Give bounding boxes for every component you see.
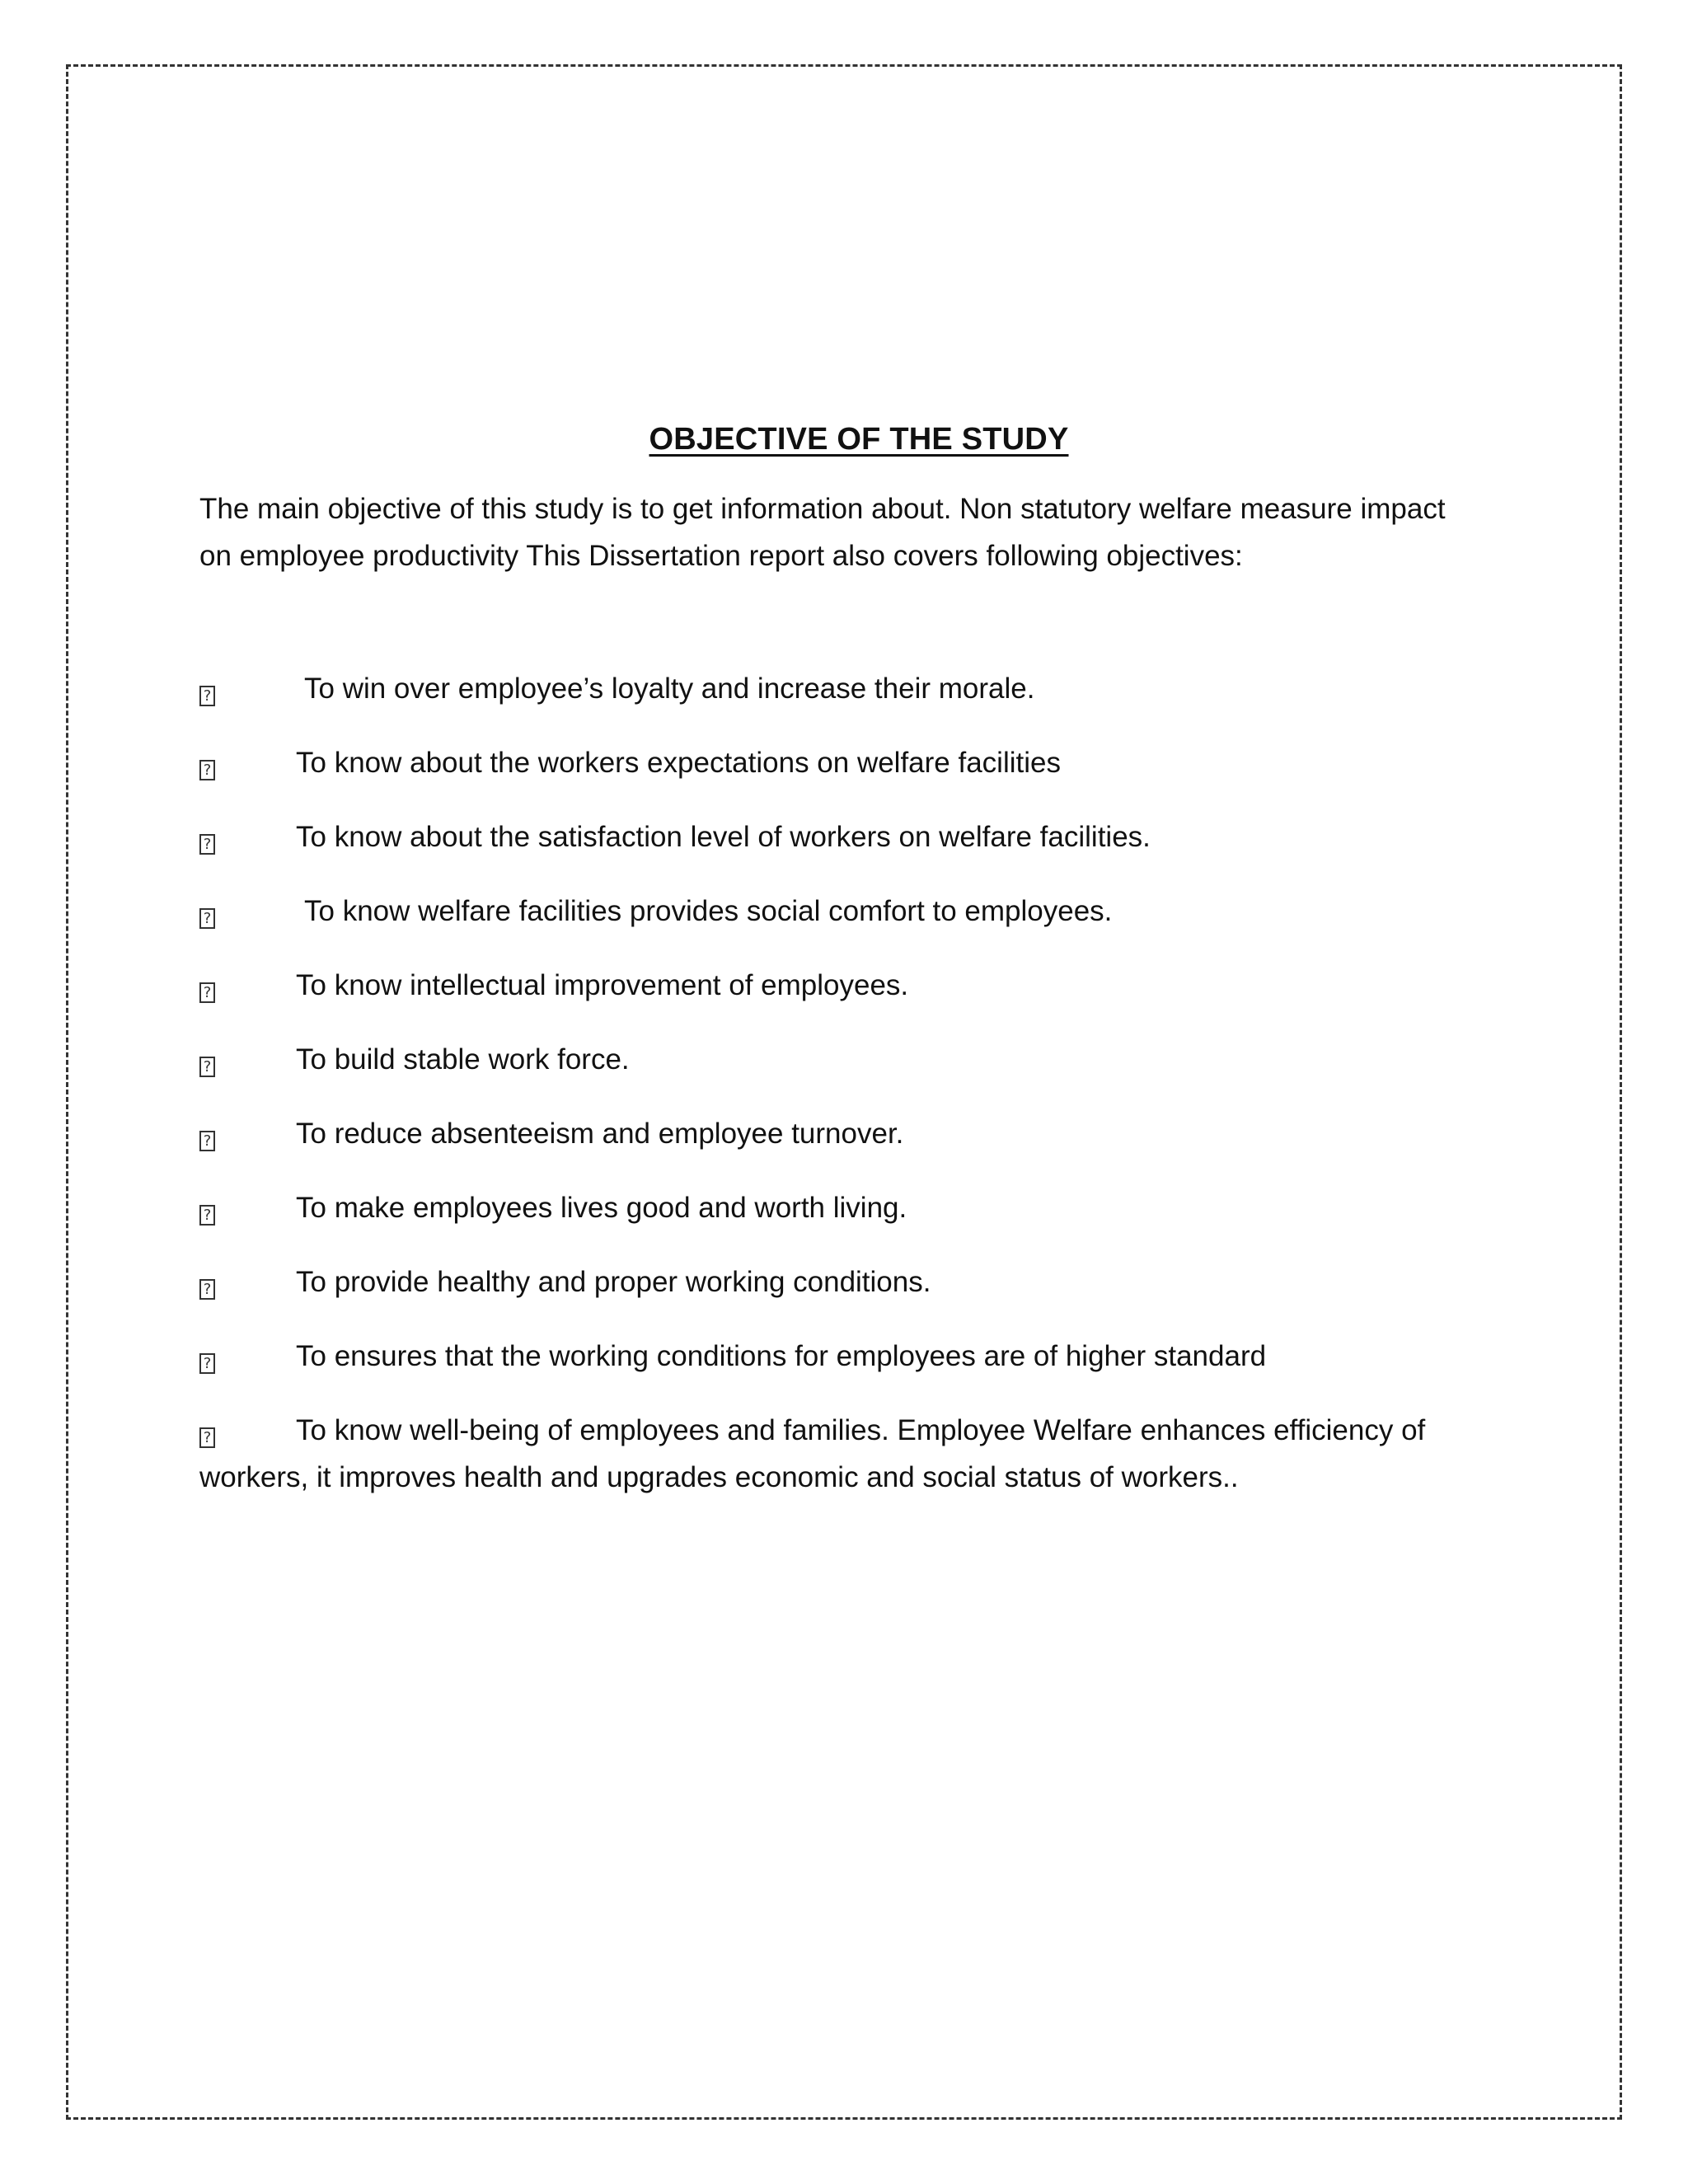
objective-text: To win over employee’s loyalty and increase their morale. [304, 673, 1035, 705]
list-item [199, 1110, 1518, 1157]
list-item [199, 1258, 1518, 1305]
missing-glyph-icon: ? [199, 1205, 215, 1226]
missing-glyph-icon: ? [199, 1353, 215, 1374]
missing-glyph-icon: ? [199, 982, 215, 1003]
objective-text: To build stable work force. [296, 1043, 630, 1076]
objective-text: To make employees lives good and worth living. [296, 1192, 907, 1224]
objective-text: To provide healthy and proper working conditions. [296, 1266, 931, 1298]
document-body [199, 422, 1518, 1528]
missing-glyph-icon: ? [199, 1427, 215, 1448]
list-item [199, 1184, 1518, 1231]
missing-glyph-icon: ? [199, 1057, 215, 1077]
objective-text: To know about the satisfaction level of workers on welfare facilities. [296, 821, 1151, 853]
objective-text: To ensures that the working conditions for employees are of higher standard [296, 1340, 1267, 1372]
list-item [199, 888, 1518, 935]
missing-glyph-icon: ? [199, 686, 215, 706]
list-item [199, 1407, 1502, 1501]
objectives-list [199, 665, 1518, 1501]
objective-text: To know intellectual improvement of employees. [296, 969, 909, 1001]
page-title: OBJECTIVE OF THE STUDY [649, 422, 1069, 457]
intro-paragraph: The main objective of this study is to get information about. Non statutory welfare measure impact on employee productivity This Dissertation report also covers following objectives: [199, 493, 1446, 572]
objective-text: To know well-being of employees and families. Employee Welfare enhances efficiency of workers, it improves health and upgrades economic and social status of workers.. [199, 1414, 1426, 1493]
missing-glyph-icon: ? [199, 1279, 215, 1300]
list-item [199, 739, 1518, 786]
list-item [199, 1333, 1518, 1380]
list-item [199, 962, 1518, 1009]
missing-glyph-icon: ? [199, 834, 215, 855]
list-item [199, 665, 1518, 712]
list-item [199, 1036, 1518, 1083]
objective-text: To know welfare facilities provides social comfort to employees. [304, 895, 1113, 927]
list-item [199, 813, 1518, 860]
objective-text: To reduce absenteeism and employee turnover. [296, 1118, 904, 1150]
objective-text: To know about the workers expectations on welfare facilities [296, 747, 1061, 779]
missing-glyph-icon: ? [199, 760, 215, 780]
missing-glyph-icon: ? [199, 1131, 215, 1151]
missing-glyph-icon: ? [199, 908, 215, 929]
